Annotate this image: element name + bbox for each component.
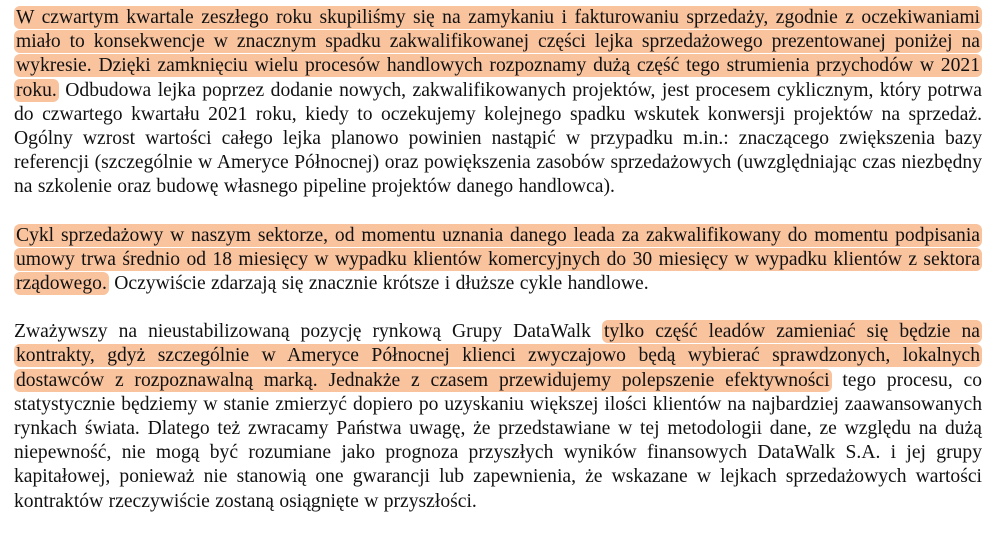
body-text: Odbudowa lejka poprzez dodanie nowych, zakwalifikowanych projektów, jest procesem cyklicznym, który potrwa do czwartego kwartału 2021 roku, kiedy to oczekujemy kolejnego spadku wskutek konwersji projektów na sprzedaż. Ogólny wzrost wartości całego lejka planowo powinien nastąpić w przypadku m.in.: znaczącego zwiększenia bazy referencji (szczególnie w Ameryce Północnej) oraz powiększenia zasobów sprzedażowych (uwzględniając czas niezbędny na szkolenie oraz budowę własnego pipeline projektów danego handlowca). — [14, 79, 982, 198]
body-text: Zważywszy na nieustabilizowaną pozycję rynkową Grupy DataWalk — [14, 321, 602, 343]
body-text: Oczywiście zdarzają się znacznie krótsze i dłuższe cykle handlowe. — [108, 273, 649, 295]
highlighted-text: tylko część leadów zamieniać się będzie na kontrakty, gdyż szczególnie w Ameryce Północnej klienci zwyczajowo będą wybierać sprawdzonych, lokalnych dostawców z rozpoznawalną marką. Jednakże z czasem przewidujemy polepszenie efektywności — [16, 321, 980, 391]
paragraph-q4-sales-funnel — [14, 6, 982, 200]
highlighted-text: Cykl sprzedażowy w naszym sektorze, od momentu uznania danego leada za zakwalifikowany do momentu podpisania umowy trwa średnio od 18 miesięcy w wypadku klientów komercyjnych do 30 miesięcy w wypadku klientów z sektora rządowego. — [16, 224, 980, 295]
highlighted-text: W czwartym kwartale zeszłego roku skupiliśmy się na zamykaniu i fakturowaniu sprzedaży, zgodnie z oczekiwaniami miało to konsekwencje w znacznym spadku zakwalifikowanej części lejka sprzedażowego prezentowanej poniżej na wykresie. Dzięki zamknięciu wielu procesów handlowych rozpoznamy dużą część tego strumienia przychodów w 2021 roku. — [16, 7, 980, 101]
paragraph-sales-cycle — [14, 224, 982, 297]
body-text: tego procesu, co statystycznie będziemy w stanie zmierzyć dopiero po uzyskaniu większej ilości klientów na najbardziej zaawansowanych rynkach świata. Dlatego też zwracamy Państwa uwagę, że przedstawiane w tej metodologii dane, ze względu na dużą niepewność, nie mogą być rozumiane jako prognoza przyszłych wyników finansowych DataWalk S.A. i jej grupy kapitałowej, ponieważ nie stanowią one gwarancji lub zapewnienia, że wskazane w lejkach sprzedażowych wartości kontraktów rzeczywiście zostaną osiągnięte w przyszłości. — [14, 369, 983, 512]
paragraph-market-position — [14, 320, 982, 514]
